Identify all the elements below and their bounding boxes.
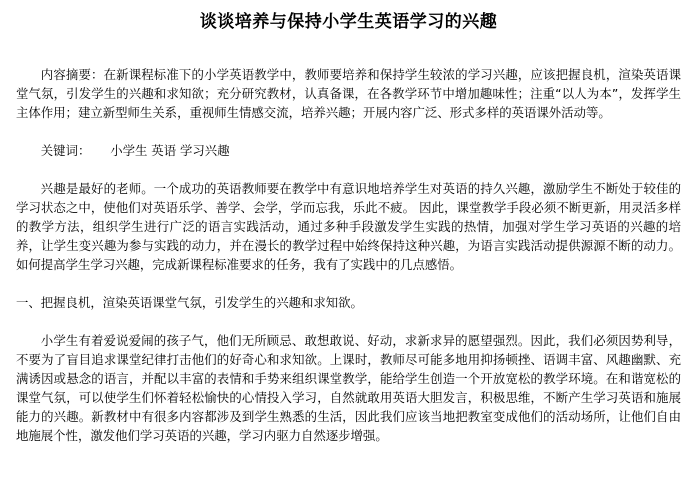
section-1-body: 小学生有着爱说爱闹的孩子气，他们无所顾忌、敢想敢说、好动，求新求异的愿望强烈。因此，我们必须因势利导，不要为了盲目追求课堂纪律打击他们的好奇心和求知欲。上课时，教师尽可能多地用抑扬顿挫、语调丰富、风趣幽默、充满诱因或悬念的语言，并配以丰富的表情和手势来组织课堂教学，能给学生创造一个开放宽松的教学环境。在和谐宽松的课堂气氛，可以使学生们怀着轻松愉快的心情投入学习，自然就敢用英语大胆发言，积极思维，不断产生学习英语和施展能力的兴趣。新教材中有很多内容都涉及到学生熟悉的生活，因此我们应该当地把教室变成他们的活动场所，让他们自由地施展个性，激发他们学习英语的兴趣，学习内驱力自然逐步增强。 [16, 333, 681, 443]
intro-paragraph: 兴趣是最好的老师。一个成功的英语教师要在教学中有意识地培养学生对英语的持久兴趣，激励学生不断处于较佳的学习状态之中，使他们对英语乐学、善学、会学，学而忘我，乐此不疲。 因此，课堂教学手段必须不断更新，用灵活多样的教学方法，组织学生进行广泛的语言实践活动，通过多种手段激发学生实践的热情，加强对学生学习英语的兴趣的培养，让学生变兴趣为参与实践的动力，并在漫长的教学过程中始终保持这种兴趣，为语言实践活动提供源源不断的动力。如何提高学生学习兴趣，完成新课程标准要求的任务，我有了实践中的几点感悟。 [16, 181, 681, 272]
document-title: 谈谈培养与保持小学生英语学习的兴趣 [199, 12, 498, 32]
section-1-heading: 一、把握良机，渲染英语课堂气氛，引发学生的兴趣和求知欲。 [16, 295, 363, 310]
keywords-line [16, 141, 681, 160]
keywords-values: 小学生 英语 学习兴趣 [110, 143, 230, 158]
keywords-label: 关键词： [40, 143, 91, 158]
abstract-paragraph: 内容摘要：在新课程标准下的小学英语教学中，教师要培养和保持学生较浓的学习兴趣，应该把握良机，渲染英语课堂气氛，引发学生的兴趣和求知欲；充分研究教材，认真备课，在各教学环节中增加趣味性；注重“以人为本”，发挥学生主体作用；建立新型师生关系，重视师生情感交流，培养兴趣；开展内容广泛、形式多样的英语课外活动等。 [16, 67, 681, 120]
